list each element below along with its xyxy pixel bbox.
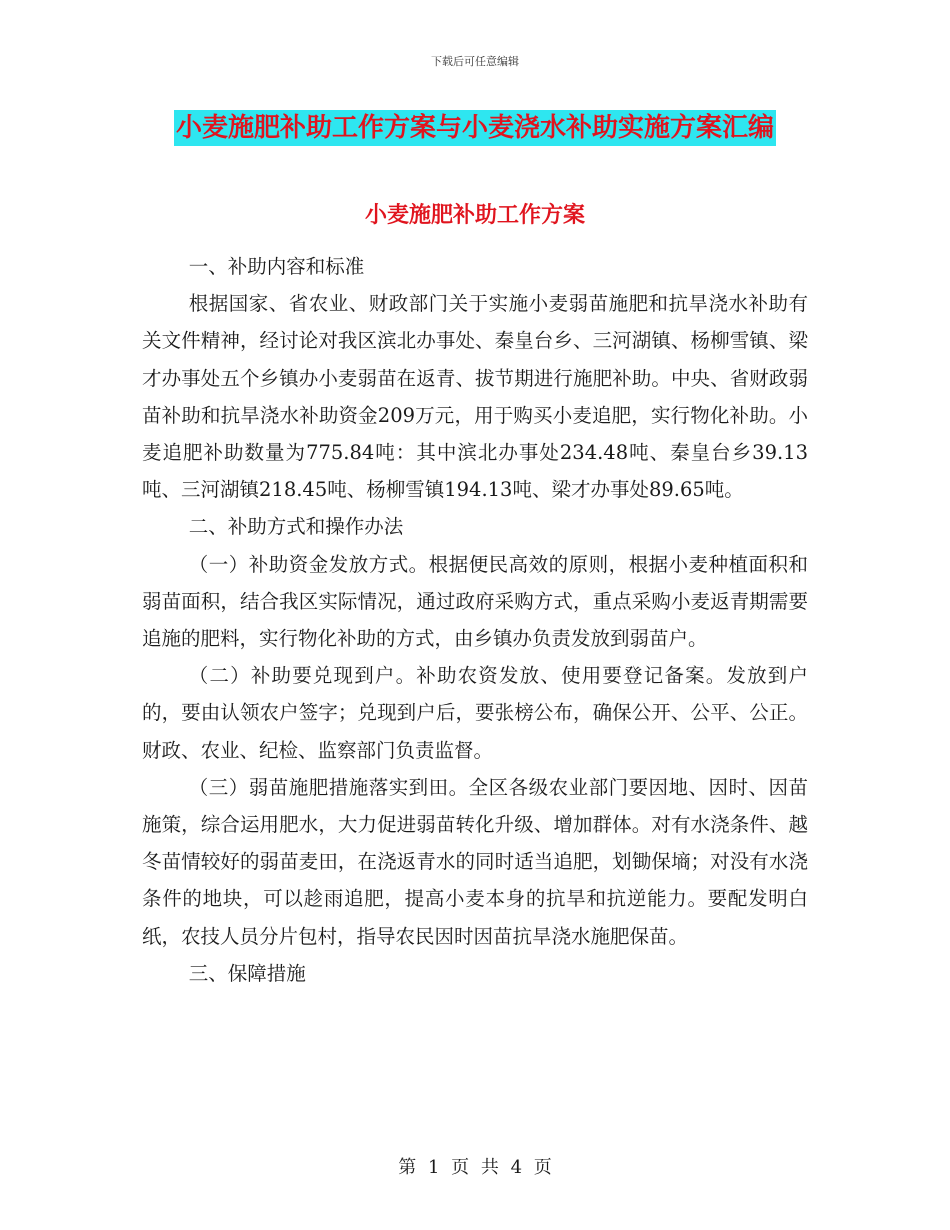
document-body <box>142 248 808 992</box>
paragraph-3: （二）补助要兑现到户。补助农资发放、使用要登记备案。发放到户的，要由认领农户签字；兑现到户后，要张榜公布，确保公开、公平、公正。财政、农业、纪检、监察部门负责监督。 <box>142 664 808 762</box>
paragraph-2: （一）补助资金发放方式。根据便民高效的原则，根据小麦种植面积和弱苗面积，结合我区实际情况，通过政府采购方式，重点采购小麦返青期需要追施的肥料，实行物化补助的方式，由乡镇办负责发放到弱苗户。 <box>142 552 808 651</box>
page-footer: 第 1 页 共 4 页 <box>398 1157 552 1178</box>
document-title: 小麦施肥补助工作方案与小麦浇水补助实施方案汇编 <box>174 110 776 146</box>
heading-3: 三、保障措施 <box>188 961 306 985</box>
header-note: 下载后可任意编辑 <box>431 55 519 68</box>
heading-1: 一、补助内容和标准 <box>188 255 365 278</box>
document-title-wrapper <box>0 110 950 146</box>
heading-2: 二、补助方式和操作办法 <box>188 515 404 539</box>
paragraph-1: 根据国家、省农业、财政部门关于实施小麦弱苗施肥和抗旱浇水补助有关文件精神，经讨论对我区滨北办事处、秦皇台乡、三河湖镇、杨柳雪镇、梁才办事处五个乡镇办小麦弱苗在返青、拔节期进行施肥补助。中央、省财政弱苗补助和抗旱浇水补助资金209万元，用于购买小麦追肥，实行物化补助。小麦追肥补助数量为775.84吨：其中滨北办事处234.48吨、秦皇台乡39.13吨、三河湖镇218.45吨、杨柳雪镇194.13吨、梁才办事处89.65吨。 <box>142 292 808 502</box>
section-title: 小麦施肥补助工作方案 <box>364 203 585 228</box>
paragraph-4: （三）弱苗施肥措施落实到田。全区各级农业部门要因地、因时、因苗施策，综合运用肥水，大力促进弱苗转化升级、增加群体。对有水浇条件、越冬苗情较好的弱苗麦田，在浇返青水的同时适当追肥，划锄保墒；对没有水浇条件的地块，可以趁雨追肥，提高小麦本身的抗旱和抗逆能力。要配发明白纸，农技人员分片包村，指导农民因时因苗抗旱浇水施肥保苗。 <box>142 775 808 948</box>
